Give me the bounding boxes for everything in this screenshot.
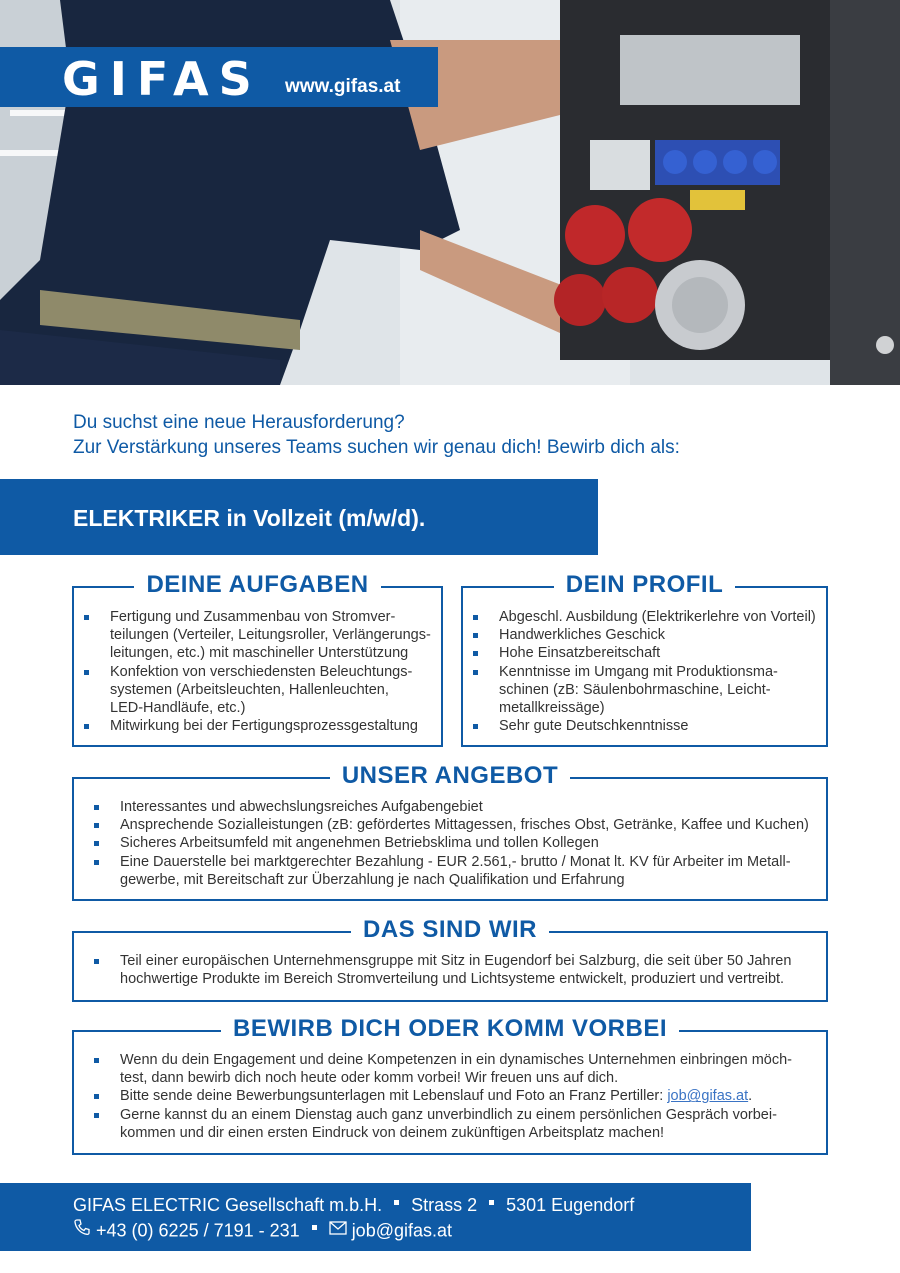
footer-street: Strass 2 <box>411 1195 478 1215</box>
section-bewirb <box>72 1015 828 1155</box>
list-item: Sehr gute Deutschkenntnisse <box>463 717 816 735</box>
profil-list <box>463 608 816 735</box>
aufgaben-list <box>74 608 431 735</box>
footer-contact <box>73 1220 452 1243</box>
list-item: Mitwirkung bei der Fertigungsprozessgestaltung <box>74 717 431 735</box>
email-link[interactable]: job@gifas.at <box>667 1088 749 1105</box>
list-item: Gerne kannst du an einem Dienstag auch ganz unverbindlich zu einem persönlichen Gespräch vorbei- kommen und dir einen ersten Eindruck von deinem zukünftigen Arbeitsplatz machen! <box>84 1106 792 1142</box>
list-item: Ansprechende Sozialleistungen (zB: gefördertes Mittagessen, frisches Obst, Getränke, Kaffee und Kuchen) <box>84 816 809 834</box>
mail-icon <box>329 1219 347 1240</box>
section-title-aufgaben: DEINE AUFGABEN <box>134 571 380 598</box>
company-logo: GIFAS <box>62 52 262 106</box>
footer-email[interactable]: job@gifas.at <box>351 1220 453 1241</box>
section-title-profil: DEIN PROFIL <box>554 571 736 598</box>
section-wir <box>72 916 828 1002</box>
section-title-angebot: UNSER ANGEBOT <box>330 762 570 789</box>
list-item: Wenn du dein Engagement und deine Kompetenzen in ein dynamisches Unternehmen einbringen möch- test, dann bewirb dich noch heute oder komm vorbei! Wir freuen uns auf dich. <box>84 1051 792 1087</box>
list-item: Interessantes und abwechslungsreiches Aufgabengebiet <box>84 798 809 816</box>
website-link[interactable]: www.gifas.at <box>285 76 401 97</box>
list-item: Fertigung und Zusammenbau von Stromver- teilungen (Verteiler, Leitungsroller, Verlängerungs- leitungen, etc.) mit maschineller Unterstützung <box>74 608 431 663</box>
angebot-list <box>84 798 809 889</box>
footer-city: 5301 Eugendorf <box>506 1195 635 1215</box>
wir-list <box>84 952 791 988</box>
footer-phone[interactable]: +43 (0) 6225 / 7191 - 231 <box>96 1220 300 1241</box>
footer <box>0 1183 751 1251</box>
list-item: Eine Dauerstelle bei marktgerechter Bezahlung - EUR 2.561,- brutto / Monat lt. KV für Arbeiter im Metall- gewerbe, mit Bereitschaft zur Überzahlung je nach Qualifikation und Erfahrung <box>84 853 809 889</box>
list-item: Teil einer europäischen Unternehmensgruppe mit Sitz in Eugendorf bei Salzburg, die seit über 50 Jahren hochwertige Produkte im Bereich Stromverteilung und Lichtsysteme entwickelt, produziert und vertreibt. <box>84 952 791 988</box>
list-item: Sicheres Arbeitsumfeld mit angenehmen Betriebsklima und tollen Kollegen <box>84 834 809 852</box>
list-item: Bitte sende deine Bewerbungsunterlagen mit Lebenslauf und Foto an Franz Pertiller: job@gifas.at. <box>84 1087 792 1105</box>
intro-text <box>73 410 680 460</box>
section-angebot <box>72 762 828 901</box>
list-item: Konfektion von verschiedensten Beleuchtungs- systemen (Arbeitsleuchten, Hallenleuchten, LED-Handläufe, etc.) <box>74 663 431 718</box>
list-item: Hohe Einsatzbereitschaft <box>463 644 816 662</box>
list-item: Handwerkliches Geschick <box>463 626 816 644</box>
job-title: ELEKTRIKER in Vollzeit (m/w/d). <box>73 505 426 531</box>
list-item: Abgeschl. Ausbildung (Elektrikerlehre von Vorteil) <box>463 608 816 626</box>
section-title-wir: DAS SIND WIR <box>351 916 549 943</box>
intro-line-1: Du suchst eine neue Herausforderung? <box>73 412 405 433</box>
list-item: Kenntnisse im Umgang mit Produktionsma- schinen (zB: Säulenbohrmaschine, Leicht- metallkreissäge) <box>463 663 816 718</box>
section-title-bewirb: BEWIRB DICH ODER KOMM VORBEI <box>221 1015 679 1042</box>
phone-icon <box>73 1218 91 1241</box>
section-aufgaben <box>72 571 443 747</box>
footer-address <box>73 1195 634 1216</box>
bewirb-list <box>84 1051 792 1142</box>
section-profil <box>461 571 828 747</box>
footer-company: GIFAS ELECTRIC Gesellschaft m.b.H. <box>73 1195 383 1215</box>
intro-line-2: Zur Verstärkung unseres Teams suchen wir genau dich! Bewirb dich als: <box>73 437 680 458</box>
